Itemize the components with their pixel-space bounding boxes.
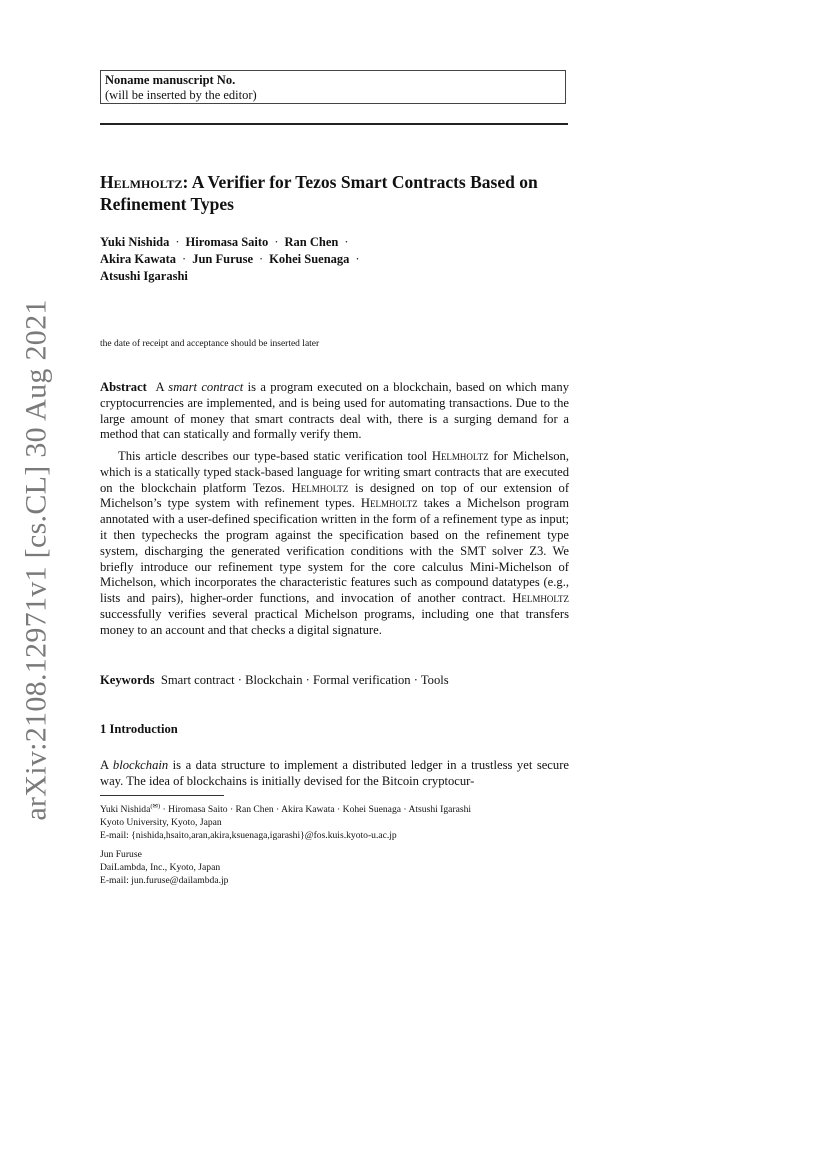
- author-name: Akira Kawata: [100, 252, 177, 266]
- footnote-affiliation: Kyoto University, Kyoto, Japan: [100, 817, 222, 829]
- footnote-name: Jun Furuse: [100, 849, 142, 860]
- author-name: Jun Furuse: [192, 252, 253, 266]
- author-separator: ·: [274, 235, 279, 249]
- abstract-emphasis: smart contract: [168, 380, 244, 394]
- intro-text: A: [100, 758, 113, 772]
- abstract-label: Abstract: [100, 380, 147, 394]
- manuscript-number-box: [100, 70, 566, 104]
- footnote-author-text: Yuki Nishida: [100, 804, 151, 816]
- header-rule: [100, 123, 568, 125]
- abstract-paragraph-1: [100, 380, 569, 443]
- author-name: Hiromasa Saito: [185, 235, 269, 249]
- arxiv-identifier-stamp: [10, 260, 64, 860]
- author-separator: ·: [344, 235, 349, 249]
- affiliation-footnote-1: [100, 800, 471, 842]
- title-tool-name: Helmholtz: [100, 172, 183, 192]
- abstract-text: This article describes our type-based static verification tool: [118, 449, 432, 463]
- abstract-text: is a program executed on a blockchain, based on which many cryptocurrencies are implemented, and is being used for automating transactions. Due to the large amount of money that smart contracts deal with, there is a surging demand for a method that can statically and formally verify them.: [100, 380, 569, 442]
- footnote-rule: [100, 795, 224, 796]
- author-name: Atsushi Igarashi: [100, 269, 188, 283]
- keywords-line: [100, 673, 569, 689]
- tool-name: Helmholtz: [291, 480, 349, 495]
- tool-name: Helmholtz: [360, 496, 418, 511]
- intro-emphasis: blockchain: [112, 758, 169, 772]
- intro-text: is a data structure to implement a distributed ledger in a trustless yet secure way. The idea of blockchains is initially devised for the Bitcoin cryptocur-: [100, 758, 569, 788]
- keywords-text: Smart contract · Blockchain · Formal verification · Tools: [160, 673, 449, 687]
- author-name: Yuki Nishida: [100, 235, 170, 249]
- author-line-2: [100, 251, 570, 268]
- tool-name: Helmholtz: [512, 591, 569, 606]
- paper-title: [100, 171, 570, 215]
- footnote-email: E-mail: jun.furuse@dailambda.jp: [100, 875, 229, 886]
- author-separator: ·: [175, 235, 180, 249]
- keywords-label: Keywords: [100, 673, 155, 687]
- manuscript-note: (will be inserted by the editor): [105, 88, 257, 102]
- abstract-text: takes a Michelson program annotated with a user-defined specification written in the form of a refinement type as input; it then typechecks the program against the specification based on the refinement type system, discharging the generated verification conditions with the SMT solver Z3. We briefly introduce our refinement type system for the core calculus Mini-Michelson of Michelson, which incorporates the characteristic features such as compound datatypes (e.g., lists and pairs), higher-order functions, and invocation of another contract.: [100, 496, 569, 606]
- abstract-paragraph-2: [100, 449, 569, 639]
- author-name: Ran Chen: [284, 235, 339, 249]
- affiliation-footnote-2: [100, 848, 228, 887]
- footnote-authors: [100, 800, 471, 816]
- tool-name: Helmholtz: [431, 449, 489, 463]
- footnote-affiliation: DaiLambda, Inc., Kyoto, Japan: [100, 862, 221, 873]
- footnote-email: E-mail: {nishida,hsaito,aran,akira,ksuenaga,igarashi}@fos.kuis.kyoto-u.ac.jp: [100, 830, 397, 842]
- abstract-text: successfully verifies several practical Michelson programs, including one that transfers money to an account and that checks a digital signature.: [100, 606, 569, 637]
- author-separator: ·: [259, 252, 264, 266]
- author-name: Kohei Suenaga: [269, 252, 350, 266]
- corresponding-author-mark: (✉): [150, 803, 161, 810]
- abstract-text: for Michelson, which is a statically typed stack-based language for writing smart contracts that are executed on the blockchain platform Tezos.: [100, 449, 570, 495]
- introduction-paragraph: [100, 758, 569, 790]
- author-separator: ·: [182, 252, 187, 266]
- abstract-text: is designed on top of our extension of Michelson’s type system with refinement types.: [100, 480, 570, 511]
- title-rest: : A Verifier for Tezos Smart Contracts Based on Refinement Types: [100, 172, 538, 214]
- arxiv-id-text: arXiv:2108.12971v1 [cs.CL] 30 Aug 2021: [20, 299, 54, 821]
- dates-note: the date of receipt and acceptance should be inserted later: [100, 339, 320, 349]
- manuscript-label: Noname manuscript No.: [105, 73, 236, 87]
- author-separator: ·: [355, 252, 360, 266]
- footnote-author-text: · Hiromasa Saito · Ran Chen · Akira Kawata · Kohei Suenaga · Atsushi Igarashi: [160, 804, 472, 816]
- section-heading-introduction: 1 Introduction: [100, 722, 178, 736]
- author-line-3: [100, 268, 570, 285]
- author-list: [100, 234, 570, 285]
- abstract-text: A: [155, 380, 169, 394]
- author-line-1: [100, 234, 570, 251]
